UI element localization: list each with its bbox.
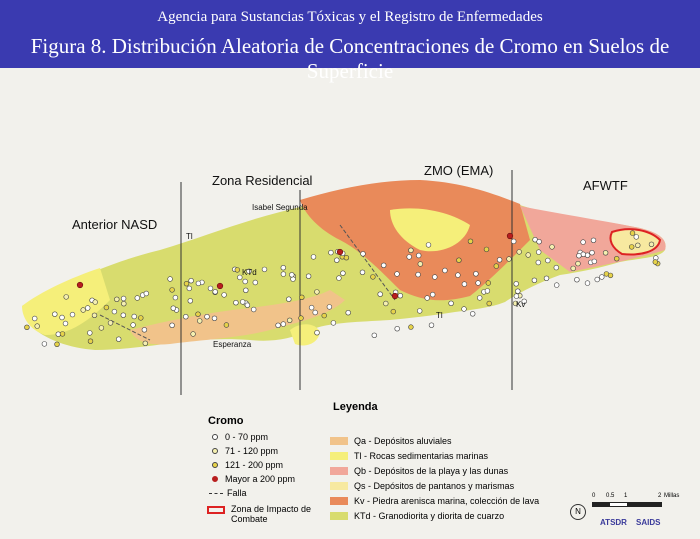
sample-dot (170, 323, 175, 328)
sample-dot (108, 321, 113, 326)
sample-dot (281, 272, 286, 277)
sample-dot (486, 281, 491, 286)
combat-zone-icon (207, 506, 225, 514)
sample-dot (649, 242, 654, 247)
sample-dot (197, 319, 202, 324)
white-dot-icon (212, 434, 218, 440)
sample-dot (462, 307, 467, 312)
sample-dot (634, 235, 639, 240)
sample-dot (629, 245, 634, 250)
sample-dot (240, 300, 245, 305)
sample-dot (99, 326, 104, 331)
sample-dot (371, 275, 376, 280)
scale-tick-0: 0 (592, 493, 596, 499)
sample-dot (121, 313, 126, 318)
sample-dot (289, 272, 294, 277)
sample-dot (315, 330, 320, 335)
qb-swatch (330, 467, 348, 475)
cromo-item-2 (212, 460, 283, 470)
sample-dot (281, 322, 286, 327)
sample-dot (554, 265, 559, 270)
scale-tick-3: 2 (658, 493, 662, 499)
geo-item-2 (330, 466, 508, 476)
sample-dot (70, 312, 75, 317)
scale-tick-2: 1 (624, 493, 628, 499)
sample-dot (196, 312, 201, 317)
sample-dot (224, 323, 229, 328)
combat-zone-label-1: Zona de Impacto de (231, 504, 312, 514)
sample-dot (112, 309, 117, 314)
sample-dot (536, 250, 541, 255)
sample-dot (590, 250, 595, 255)
sample-dot (507, 257, 512, 262)
sample-dot (251, 307, 256, 312)
sample-dot (331, 321, 336, 326)
sample-dot (383, 301, 388, 306)
high-concentration-dot (392, 293, 398, 299)
sample-dot (526, 253, 531, 258)
saids-logo: SAIDS (636, 518, 661, 527)
geo-item-5 (330, 511, 504, 521)
sample-dot (550, 245, 555, 250)
sample-dot (93, 300, 98, 305)
sample-dot (653, 260, 658, 265)
sample-dot (581, 252, 586, 257)
sample-dot (430, 292, 435, 297)
sample-dot (92, 313, 97, 318)
fault-line-icon (209, 493, 223, 494)
sample-dot (131, 323, 136, 328)
sample-dot (309, 305, 314, 310)
sample-dot (391, 309, 396, 314)
sample-dot (515, 289, 520, 294)
cromo-label-3: Mayor a 200 ppm (225, 474, 296, 484)
high-concentration-dot (337, 249, 343, 255)
sample-dot (144, 291, 149, 296)
sample-dot (477, 296, 482, 301)
sample-dot (462, 282, 467, 287)
sample-dot (514, 281, 519, 286)
sample-dot (398, 293, 403, 298)
sample-dot (470, 311, 475, 316)
sample-dot (409, 248, 414, 253)
sample-dot (429, 323, 434, 328)
agency-name: Agencia para Sustancias Tóxicas y el Registro de Enfermedades (157, 9, 543, 25)
sample-dot (253, 280, 258, 285)
cromo-item-3 (212, 474, 295, 484)
sample-dot (544, 276, 549, 281)
sample-dot (577, 253, 582, 258)
sample-dot (494, 264, 499, 269)
sample-dot (184, 281, 189, 286)
sample-dot (517, 250, 522, 255)
label-ktd: KTd (242, 268, 257, 277)
sample-dot (121, 296, 126, 301)
sample-dot (407, 255, 412, 260)
sample-dot (532, 278, 537, 283)
scale-tick-1: 0.5 (606, 493, 615, 499)
sample-dot (591, 238, 596, 243)
sample-dot (213, 289, 218, 294)
sample-dot (485, 289, 490, 294)
sample-dot (417, 309, 422, 314)
sample-dot (315, 290, 320, 295)
sample-dot (299, 295, 304, 300)
qs-swatch (330, 482, 348, 490)
sample-dot (132, 314, 137, 319)
sample-dot (42, 342, 47, 347)
sample-dot (142, 327, 147, 332)
sample-dot (425, 296, 430, 301)
geo-item-1 (330, 451, 488, 461)
sample-dot (456, 273, 461, 278)
sample-dot (52, 312, 57, 317)
sample-dot (170, 288, 175, 293)
sample-dot (183, 314, 188, 319)
sample-dot (418, 262, 423, 267)
ktd-swatch (330, 512, 348, 520)
sample-dot (416, 272, 421, 277)
sample-dot (35, 324, 40, 329)
sample-dot (243, 288, 248, 293)
sample-dot (487, 301, 492, 306)
sample-dot (191, 332, 196, 337)
label-zmo: ZMO (EMA) (424, 163, 494, 178)
falla-label: Falla (227, 488, 247, 498)
sample-dot (585, 281, 590, 286)
geo-item-3 (330, 481, 514, 491)
sample-dot (468, 239, 473, 244)
combat-zone-label-2: Combate (231, 514, 268, 524)
sample-dot (457, 258, 462, 263)
cromo-item-0 (212, 432, 268, 442)
label-tl-south: Tl (436, 311, 443, 320)
geo-label-4: Kv - Piedra arenisca marina, colección de lava (354, 496, 540, 506)
falla-item (209, 488, 247, 498)
sample-dot (114, 297, 119, 302)
sample-dot (381, 263, 386, 268)
sample-dot (449, 301, 454, 306)
title-banner (0, 0, 700, 83)
red-dot-icon (212, 476, 218, 482)
sample-dot (395, 326, 400, 331)
sample-dot (514, 294, 519, 299)
sample-dot (575, 277, 580, 282)
yellow-dot-icon (212, 462, 218, 468)
sample-dot (360, 270, 365, 275)
sample-dot (409, 325, 414, 330)
sample-dot (299, 316, 304, 321)
sample-dot (576, 261, 581, 266)
sample-dot (329, 250, 334, 255)
sample-dot (322, 313, 327, 318)
sample-dot (187, 286, 192, 291)
sample-dot (81, 308, 86, 313)
sample-dot (581, 240, 586, 245)
sample-dot (188, 298, 193, 303)
high-concentration-dot (507, 233, 513, 239)
sample-dot (64, 295, 69, 300)
tl-swatch (330, 452, 348, 460)
cromo-label-0: 0 - 70 ppm (225, 432, 269, 442)
sample-dot (497, 257, 502, 262)
legend-title: Leyenda (333, 401, 378, 413)
sample-dot (87, 331, 92, 336)
sample-dot (341, 271, 346, 276)
sample-dot (243, 279, 248, 284)
scale-unit: Millas (664, 493, 680, 499)
sample-dot (432, 275, 437, 280)
sample-dot (63, 321, 68, 326)
sample-dot (222, 293, 227, 298)
geo-label-3: Qs - Depósitos de pantanos y marismas (354, 481, 515, 491)
sample-dot (592, 259, 597, 264)
sample-dot (25, 325, 30, 330)
high-concentration-dot (77, 282, 83, 288)
label-anterior-nasd: Anterior NASD (72, 217, 158, 232)
combat-zone-item (207, 504, 311, 524)
sample-dot (416, 253, 421, 258)
geo-label-1: Tl - Rocas sedimentarias marinas (354, 451, 489, 461)
atsdr-logo: ATSDR (600, 518, 627, 527)
sample-dot (372, 333, 377, 338)
sample-dot (245, 303, 250, 308)
sample-dot (537, 239, 542, 244)
sample-dot (60, 315, 65, 320)
sample-dot (313, 310, 318, 315)
sample-dot (426, 243, 431, 248)
sample-dot (85, 306, 90, 311)
sample-dot (205, 314, 210, 319)
sample-dot (262, 267, 267, 272)
sample-dot (536, 260, 541, 265)
sample-dot (173, 295, 178, 300)
qa-swatch (330, 437, 348, 445)
sample-dot (306, 274, 311, 279)
sample-dot (212, 316, 217, 321)
sample-dot (287, 318, 292, 323)
high-concentration-dot (217, 283, 223, 289)
sample-dot (346, 310, 351, 315)
sample-dot (604, 272, 609, 277)
sample-dot (344, 255, 349, 260)
sample-dot (595, 277, 600, 282)
sample-dot (32, 316, 37, 321)
cromo-item-1 (212, 446, 278, 456)
sample-dot (121, 301, 126, 306)
sample-dot (143, 341, 148, 346)
pale-yellow-dot-icon (212, 448, 218, 454)
label-esperanza: Esperanza (213, 340, 252, 349)
kv-swatch (330, 497, 348, 505)
sample-dot (378, 292, 383, 297)
sample-dot (116, 337, 121, 342)
sample-dot (334, 258, 339, 263)
sample-dot (395, 272, 400, 277)
geo-item-4 (330, 496, 539, 506)
sample-dot (311, 255, 316, 260)
cromo-label-2: 121 - 200 ppm (225, 460, 284, 470)
geo-label-0: Qa - Depósitos aluviales (354, 436, 452, 446)
sample-dot (630, 231, 635, 236)
label-kv: Kv (516, 300, 526, 309)
cromo-label-1: 71 - 120 ppm (225, 446, 279, 456)
sample-dot (88, 339, 93, 344)
sample-dot (55, 342, 60, 347)
sample-dot (571, 266, 576, 271)
figure-title: Figura 8. Distribución Aleatoria de Concentraciones de Cromo en Suelos de Superficie (30, 34, 670, 83)
sample-dot (545, 258, 550, 263)
sample-dot (474, 271, 479, 276)
sample-dot (235, 268, 240, 273)
geo-label-2: Qb - Depósitos de la playa y las dunas (354, 466, 509, 476)
sample-dot (281, 265, 286, 270)
sample-dot (104, 305, 109, 310)
label-zona-residencial: Zona Residencial (212, 173, 313, 188)
sample-dot (476, 281, 481, 286)
sample-dot (196, 281, 201, 286)
sample-dot (234, 300, 239, 305)
sample-dot (337, 276, 342, 281)
label-isabel-segunda: Isabel Segunda (252, 203, 308, 212)
sample-dot (443, 268, 448, 273)
sample-dot (138, 316, 143, 321)
sample-dot (599, 275, 604, 280)
sample-dot (135, 296, 140, 301)
sample-dot (208, 286, 213, 291)
geo-label-5: KTd - Granodiorita y diorita de cuarzo (354, 511, 505, 521)
sample-dot (189, 278, 194, 283)
label-afwtf: AFWTF (583, 178, 628, 193)
sample-dot (511, 239, 516, 244)
sample-dot (635, 243, 640, 248)
sample-dot (168, 277, 173, 282)
geo-item-0 (330, 436, 452, 446)
sample-dot (603, 250, 608, 255)
sample-dot (171, 306, 176, 311)
sample-dot (286, 297, 291, 302)
cromo-title: Cromo (208, 415, 244, 427)
north-arrow-icon: N (570, 504, 586, 520)
sample-dot (554, 283, 559, 288)
sample-dot (614, 256, 619, 261)
sample-dot (60, 332, 65, 337)
scale-bar-graphic (592, 502, 662, 507)
label-tl-west: Tl (186, 232, 193, 241)
sample-dot (276, 323, 281, 328)
sample-dot (484, 247, 489, 252)
sample-dot (327, 305, 332, 310)
sample-dot (361, 251, 366, 256)
